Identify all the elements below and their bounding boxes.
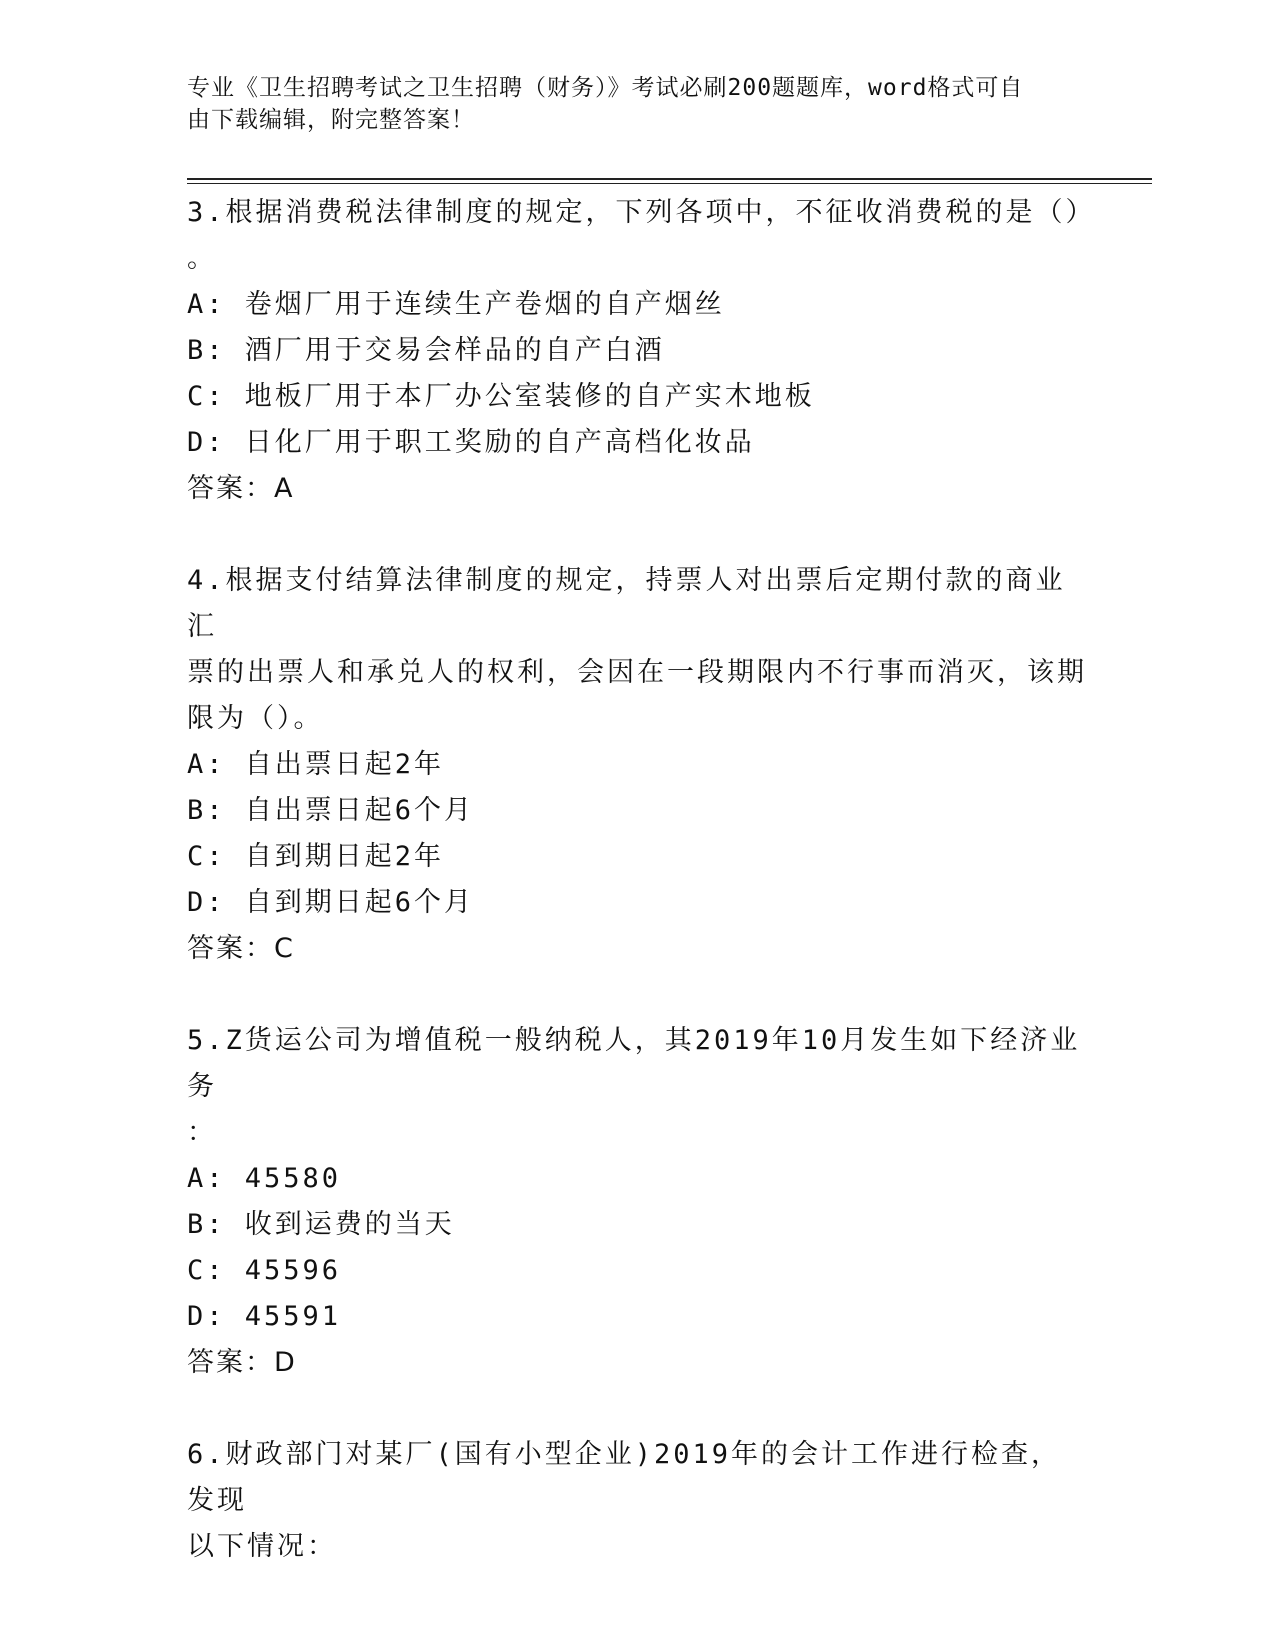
- header-divider-thick: [187, 178, 1152, 180]
- option-d: D: 自到期日起6个月: [187, 887, 475, 918]
- option-d: D: 日化厂用于职工奖励的自产高档化妆品: [187, 427, 755, 458]
- question-stem-line: 4.根据支付结算法律制度的规定，持票人对出票后定期付款的商业汇: [187, 565, 1066, 642]
- question-stem: [187, 1018, 1087, 1156]
- question-stem-line: ：: [187, 1117, 217, 1148]
- option-b: B: 自出票日起6个月: [187, 795, 475, 826]
- option-c: C: 自到期日起2年: [187, 841, 445, 872]
- option-d: D: 45591: [187, 1301, 342, 1332]
- option-c: C: 地板厂用于本厂办公室装修的自产实木地板: [187, 381, 815, 412]
- question-stem: [187, 190, 1096, 282]
- question-stem-line: 。: [187, 243, 217, 274]
- option-c: C: 45596: [187, 1255, 342, 1286]
- option-a: A: 45580: [187, 1163, 342, 1194]
- question-5: [187, 1018, 1087, 1386]
- document-header: [187, 72, 1067, 136]
- header-divider-thin: [187, 183, 1152, 184]
- answer: 答案：A: [187, 473, 295, 504]
- header-line-1: 专业《卫生招聘考试之卫生招聘（财务）》考试必刷200题题库，word格式可自: [187, 75, 1024, 101]
- question-3: [187, 190, 1096, 512]
- option-a: A: 卷烟厂用于连续生产卷烟的自产烟丝: [187, 289, 725, 320]
- question-6: [187, 1432, 1087, 1570]
- option-b: B: 收到运费的当天: [187, 1209, 455, 1240]
- option-a: A: 自出票日起2年: [187, 749, 445, 780]
- question-stem-line: 6.财政部门对某厂(国有小型企业)2019年的会计工作进行检查，发现: [187, 1439, 1062, 1516]
- question-stem-line: 3.根据消费税法律制度的规定，下列各项中，不征收消费税的是（）: [187, 197, 1096, 228]
- question-4: [187, 558, 1087, 972]
- option-b: B: 酒厂用于交易会样品的自产白酒: [187, 335, 665, 366]
- answer: 答案：D: [187, 1347, 297, 1378]
- question-stem: [187, 558, 1087, 742]
- question-stem-line: 票的出票人和承兑人的权利，会因在一段期限内不行事而消灭，该期: [187, 657, 1087, 688]
- header-line-2: 由下载编辑，附完整答案！: [187, 107, 475, 133]
- question-stem-line: 限为（）。: [187, 703, 324, 734]
- question-stem-line: 5.Z货运公司为增值税一般纳税人，其2019年10月发生如下经济业务: [187, 1025, 1081, 1102]
- question-stem: [187, 1432, 1087, 1570]
- answer: 答案：C: [187, 933, 295, 964]
- question-list: [187, 190, 1096, 1616]
- question-stem-line: 以下情况：: [187, 1531, 337, 1562]
